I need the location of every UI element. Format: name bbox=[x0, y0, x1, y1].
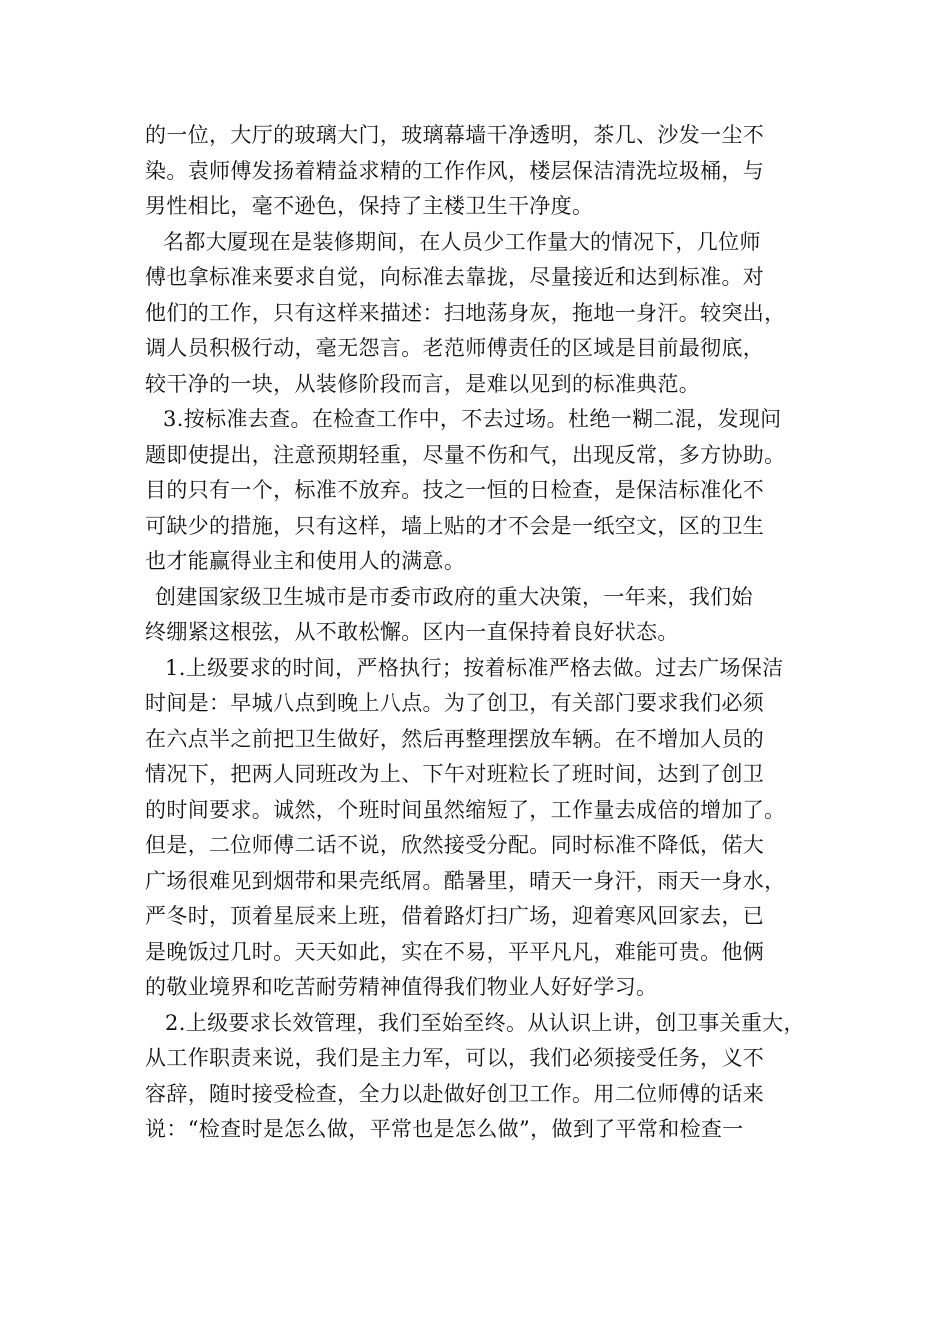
text-line: 调人员积极行动，毫无怨言。老范师傅责任的区域是目前最彻底， bbox=[145, 336, 765, 360]
text-line: 在六点半之前把卫生做好，然后再整理摆放车辆。在不增加人员的 bbox=[145, 726, 765, 751]
text-line: 情况下，把两人同班改为上、下午对班粒长了班时间，达到了创卫 bbox=[145, 762, 765, 786]
text-line: 的一位，大厅的玻璃大门，玻璃幕墙干净透明，茶几、沙发一尘不 bbox=[145, 123, 765, 147]
text-line: 时间是：早城八点到晚上八点。为了创卫，有关部门要求我们必须 bbox=[145, 691, 765, 715]
text-line: 染。袁师傅发扬着精益求精的工作作风，楼层保洁清洗垃圾桶，与 bbox=[145, 158, 765, 183]
paragraph-start-line: 1.上级要求的时间，严格执行；按着标准严格去做。过去广场保洁 bbox=[165, 655, 784, 680]
text-line: 傅也拿标准来要求自觉，向标准去靠拢，尽量接近和达到标准。对 bbox=[145, 265, 765, 289]
text-line: 目的只有一个，标准不放弃。技之一恒的日检查，是保洁标准化不 bbox=[145, 478, 765, 502]
text-line: 他们的工作，只有这样来描述：扫地荡身灰，拖地一身汗。较突出， bbox=[145, 300, 786, 325]
text-line: 的敬业境界和吃苦耐劳精神值得我们物业人好好学习。 bbox=[145, 975, 658, 999]
paragraph-start-line: 创建国家级卫生城市是市委市政府的重大决策，一年来，我们始 bbox=[155, 584, 753, 609]
text-line: 题即使提出，注意预期轻重，尽量不伤和气，出现反常，多方协助。 bbox=[145, 442, 786, 467]
text-line: 的时间要求。诚然，个班时间虽然缩短了，工作量去成倍的增加了。 bbox=[145, 797, 786, 822]
text-line: 也才能赢得业主和使用人的满意。 bbox=[145, 549, 466, 573]
text-line: 是晚饭过几时。天天如此，实在不易，平平凡凡，难能可贵。他俩 bbox=[145, 939, 765, 964]
text-line: 容辞，随时接受检查，全力以赴做好创卫工作。用二位师傅的话来 bbox=[145, 1081, 765, 1106]
text-line: 可缺少的措施，只有这样，墙上贴的才不会是一纸空文，区的卫生 bbox=[145, 513, 765, 538]
paragraph-start-line: 2.上级要求长效管理，我们至始至终。从认识上讲，创卫事关重大， bbox=[165, 1010, 805, 1035]
text-line: 较干净的一块，从装修阶段而言，是难以见到的标准典范。 bbox=[145, 371, 701, 396]
paragraph-start-line: 3.按标准去查。在检查工作中，不去过场。杜绝一糊二混，发现问 bbox=[163, 407, 782, 431]
body-text bbox=[145, 118, 815, 1148]
text-line: 从工作职责来说，我们是主力军，可以，我们必须接受任务，义不 bbox=[145, 1046, 765, 1070]
text-line: 广场很难见到烟带和果壳纸屑。酷暑里，晴天一身汗，雨天一身水， bbox=[145, 868, 786, 893]
text-line: 严冬时，顶着星辰来上班，借着路灯扫广场，迎着寒风回家去，已 bbox=[145, 904, 765, 928]
text-line: 说：“检查时是怎么做，平常也是怎么做”，做到了平常和检查一 bbox=[145, 1117, 744, 1141]
text-line: 终绷紧这根弦，从不敢松懈。区内一直保持着良好状态。 bbox=[145, 620, 679, 644]
paragraph-start-line: 名都大厦现在是装修期间，在人员少工作量大的情况下，几位师 bbox=[163, 229, 761, 254]
text-line: 男性相比，毫不逊色，保持了主楼卫生干净度。 bbox=[145, 194, 594, 218]
text-line: 但是，二位师傅二话不说，欣然接受分配。同时标准不降低，偌大 bbox=[145, 833, 765, 857]
